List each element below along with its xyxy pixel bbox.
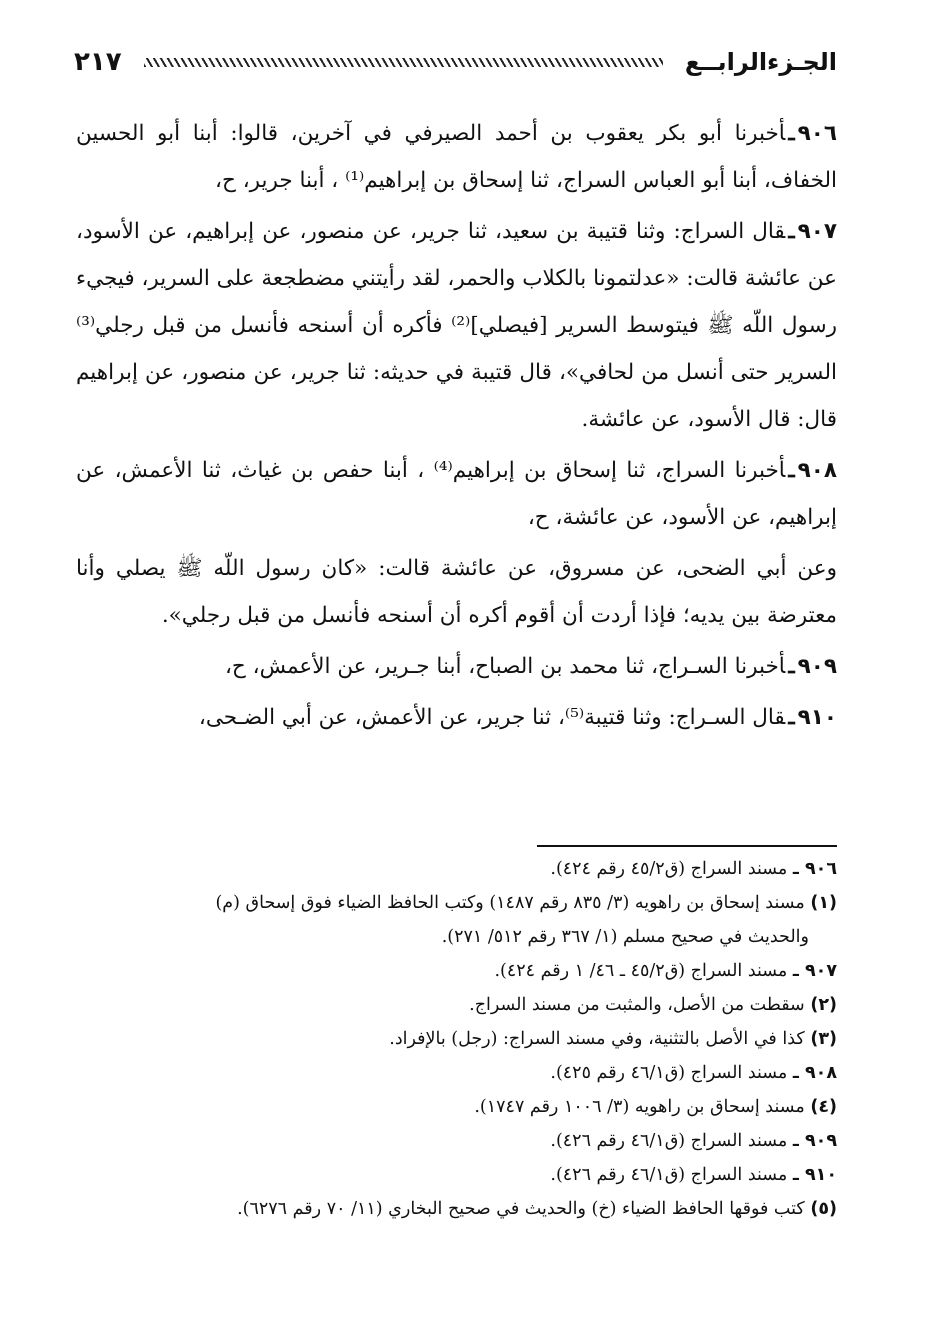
hadith-continuation <box>76 545 837 639</box>
footnote-continuation <box>76 920 837 954</box>
entry-text: أخبرنا السراج، ثنا إسحاق بن إبراهيم⁽⁴⁾ ، أبنا حفص بن غياث، ثنا الأعمش، عن إبراهيم، عن الأسود، عن عائشة، ح، <box>76 458 837 530</box>
page-number: ٢١٧ <box>74 47 122 77</box>
footnote-text: مسند السراج (ق٤٥/٢ ـ ٤٦/ ١ رقم ٤٢٤). <box>494 961 788 981</box>
main-text <box>76 110 837 745</box>
entry-text: قال السـراج: وثنا قتيبة⁽⁵⁾، ثنا جرير، عن الأعمش، عن أبي الضـحى، <box>198 705 786 730</box>
page-header <box>74 40 837 84</box>
hadith-entry <box>76 447 837 541</box>
footnote-text: مسند السراج (ق٤٥/٢ رقم ٤٢٤). <box>550 859 788 879</box>
footnote-separator <box>537 845 837 847</box>
footnote-text: مسند إسحاق بن راهويه (٣/ ١٠٠٦ رقم ١٧٤٧). <box>474 1097 805 1117</box>
footnote-number: ٩٠٩ ـ <box>792 1131 837 1151</box>
footnote <box>76 1022 837 1056</box>
footnote-text: كتب فوقها الحافظ الضياء (خ) والحديث في صحيح البخاري (١١/ ٧٠ رقم ٦٢٧٦). <box>237 1199 805 1219</box>
footnote-number: ٩٠٧ ـ <box>792 961 837 981</box>
footnote <box>76 1056 837 1090</box>
entry-number: ٩٠٩ <box>797 654 837 679</box>
entry-text: قال السراج: وثنا قتيبة بن سعيد، ثنا جرير، عن منصور، عن إبراهيم، عن الأسود، عن عائشة قالت: «عدلتمونا بالكلاب والحمر، لقد رأيتني مضطجعة على السرير، فيجيء رسول اللّه ﷺ فيتوسط السرير [فيصلي]⁽²⁾ فأكره أن أسنحه فأنسل من قبل رجلي⁽³⁾ السرير حتى أنسل من لحافي»، قال قتيبة في حديثه: ثنا جرير، عن منصور، عن إبراهيم قال: قال الأسود، عن عائشة. <box>75 219 838 432</box>
footnote-number: (٢) <box>810 995 837 1015</box>
footnote-number: (٤) <box>810 1097 837 1117</box>
entry-number: ٩٠٧ <box>797 219 837 244</box>
footnote-number: (١) <box>810 893 837 913</box>
entry-dash: ـ <box>788 121 795 146</box>
footnote <box>76 1124 837 1158</box>
header-decorative-rule <box>144 58 663 67</box>
footnote <box>76 954 837 988</box>
footnote-number: ٩١٠ ـ <box>792 1165 837 1185</box>
footnote <box>76 1158 837 1192</box>
running-title: الجـزءالرابــع <box>684 48 837 76</box>
footnote-text: سقطت من الأصل، والمثبت من مسند السراج. <box>469 995 805 1015</box>
entry-dash: ـ <box>788 219 795 244</box>
hadith-entry <box>76 694 837 741</box>
entry-number: ٩٠٦ <box>797 121 837 146</box>
footnote-number: (٥) <box>810 1199 837 1219</box>
entry-dash: ـ <box>788 654 795 679</box>
footnote <box>76 1192 837 1226</box>
hadith-entry <box>76 643 837 690</box>
footnote <box>76 886 837 920</box>
footnote-text: مسند السراج (ق٤٦/١ رقم ٤٢٥). <box>550 1063 788 1083</box>
footnote <box>76 852 837 886</box>
footnote-text: والحديث في صحيح مسلم (١/ ٣٦٧ رقم ٥١٢/ ٢٧١). <box>441 927 809 947</box>
entry-dash: ـ <box>788 458 795 483</box>
footnote-text: مسند السراج (ق٤٦/١ رقم ٤٢٦). <box>550 1165 788 1185</box>
footnote-text: مسند السراج (ق٤٦/١ رقم ٤٢٦). <box>550 1131 788 1151</box>
hadith-entry <box>76 110 837 204</box>
footnote-number: ٩٠٨ ـ <box>792 1063 837 1083</box>
footnote <box>76 988 837 1022</box>
entry-text: أخبرنا السـراج، ثنا محمد بن الصباح، أبنا جـرير، عن الأعمش، ح، <box>224 654 786 679</box>
footnote-text: مسند إسحاق بن راهويه (٣/ ٨٣٥ رقم ١٤٨٧) وكتب الحافظ الضياء فوق إسحاق (م) <box>215 893 805 913</box>
footnote-number: (٣) <box>810 1029 837 1049</box>
footnotes <box>76 852 837 1226</box>
entry-dash: ـ <box>788 705 795 730</box>
entry-number: ٩٠٨ <box>797 458 837 483</box>
hadith-entry <box>76 208 837 443</box>
footnote-number: ٩٠٦ ـ <box>792 859 837 879</box>
entry-number: ٩١٠ <box>797 705 837 730</box>
footnote <box>76 1090 837 1124</box>
entry-text: أخبرنا أبو بكر يعقوب بن أحمد الصيرفي في آخرين، قالوا: أبنا أبو الحسين الخفاف، أبنا أبو العباس السراج، ثنا إسحاق بن إبراهيم⁽¹⁾ ، أبنا جرير، ح، <box>76 121 837 193</box>
footnote-text: كذا في الأصل بالتثنية، وفي مسند السراج: (رجل) بالإفراد. <box>389 1029 805 1049</box>
entry-text: وعن أبي الضحى، عن مسروق، عن عائشة قالت: «كان رسول اللّه ﷺ يصلي وأنا معترضة بين يديه؛ فإذا أردت أن أقوم أكره أن أسنحه فأنسل من قبل رجلي». <box>76 556 837 628</box>
